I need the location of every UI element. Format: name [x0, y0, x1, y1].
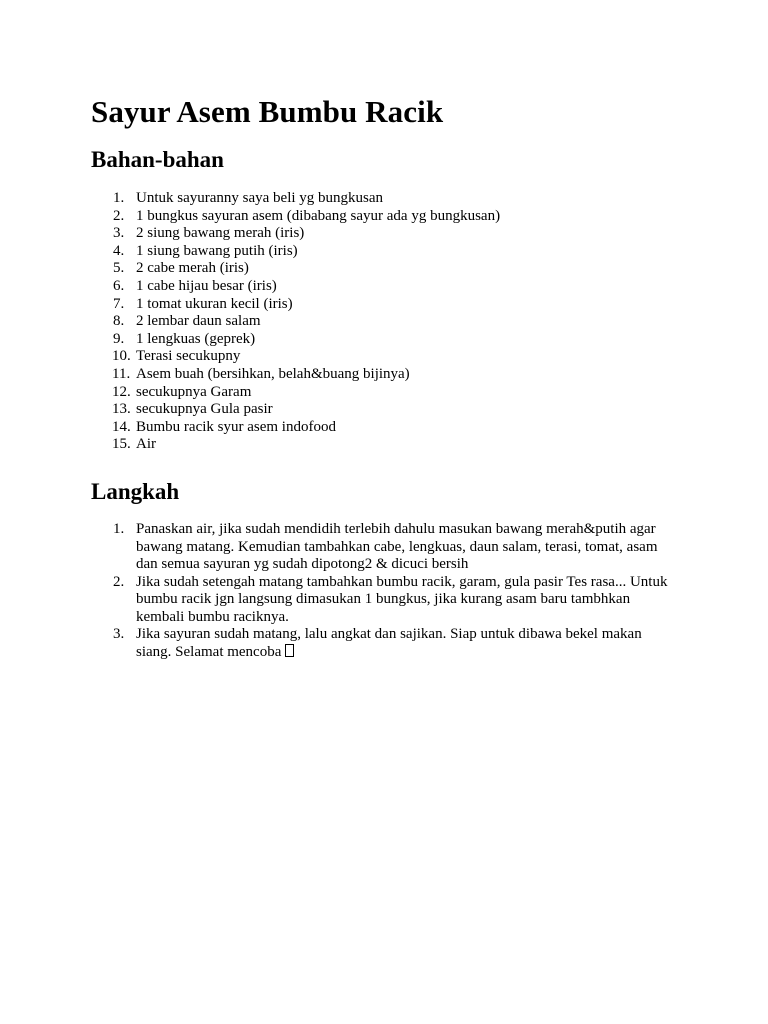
langkah-heading: Langkah [91, 478, 180, 504]
list-number: 2. [113, 573, 125, 590]
bahan-item-text: 1 siung bawang putih (iris) [136, 242, 298, 259]
langkah-item [91, 521, 678, 574]
page-title: Sayur Asem Bumbu Racik [91, 94, 444, 129]
text-line: dan semua sayuran yg sudah dipotong2 & dicuci bersih [136, 556, 469, 573]
bahan-item-text: Asem buah (bersihkan, belah&buang bijinya) [136, 365, 410, 382]
bahan-item [91, 225, 678, 243]
langkah-item-text [136, 521, 678, 574]
text-line: kembali bumbu raciknya. [136, 608, 289, 625]
bahan-item-text: 1 bungkus sayuran asem (dibabang sayur ada yg bungkusan) [136, 207, 501, 224]
bahan-item-text: Air [136, 436, 156, 453]
list-number: 15. [112, 436, 131, 453]
bahan-item [91, 243, 678, 261]
missing-glyph-box-icon [285, 644, 294, 657]
bahan-item [91, 384, 678, 402]
bahan-item [91, 331, 678, 349]
list-number: 6. [113, 277, 125, 294]
bahan-item [91, 278, 678, 296]
list-number: 2. [113, 207, 125, 224]
bahan-item [91, 296, 678, 314]
bahan-item-text: Bumbu racik syur asem indofood [136, 418, 336, 435]
list-number: 1. [113, 190, 125, 206]
langkah-item-text [136, 574, 678, 627]
bahan-heading: Bahan-bahan [91, 147, 224, 172]
bahan-item [91, 366, 678, 384]
bahan-item [91, 419, 678, 437]
list-number: 7. [113, 295, 125, 312]
list-number: 14. [112, 418, 131, 435]
bahan-item [91, 260, 678, 278]
bahan-list [91, 190, 678, 454]
langkah-item [91, 626, 678, 661]
bahan-item-text: 1 cabe hijau besar (iris) [136, 277, 277, 294]
list-number: 3. [113, 225, 125, 242]
text-line: Jika sudah setengah matang tambahkan bumbu racik, garam, gula pasir Tes rasa... Untuk [136, 573, 668, 590]
text-line: bumbu racik jgn langsung dimasukan 1 bungkus, jika kurang asam baru tambhkan [136, 591, 631, 608]
bahan-item-text: 2 lembar daun salam [136, 313, 261, 330]
bahan-item-text: secukupnya Garam [136, 383, 252, 400]
list-number: 1. [113, 520, 125, 537]
bahan-item [91, 190, 678, 208]
langkah-item [91, 574, 678, 627]
list-number: 13. [112, 401, 131, 418]
langkah-item-text [136, 626, 678, 661]
list-number: 10. [112, 348, 131, 365]
langkah-list [91, 521, 678, 662]
bahan-item [91, 313, 678, 331]
bahan-item [91, 401, 678, 419]
list-number: 9. [113, 330, 125, 347]
list-number: 8. [113, 313, 125, 330]
bahan-item-text: 2 cabe merah (iris) [136, 260, 249, 277]
bahan-item [91, 348, 678, 366]
bahan-item-text: 1 tomat ukuran kecil (iris) [136, 295, 293, 312]
bahan-item [91, 436, 678, 454]
bahan-item-text: Terasi secukupny [136, 348, 241, 365]
list-number: 11. [112, 365, 131, 382]
text-line: Jika sayuran sudah matang, lalu angkat dan sajikan. Siap untuk dibawa bekel makan [136, 626, 642, 643]
bahan-item-text: 2 siung bawang merah (iris) [136, 225, 305, 242]
bahan-item-text: 1 lengkuas (geprek) [136, 330, 256, 347]
bahan-item [91, 208, 678, 226]
list-number: 4. [113, 242, 125, 259]
text-line: siang. Selamat mencoba [136, 644, 282, 661]
list-number: 5. [113, 260, 125, 277]
text-line: bawang matang. Kemudian tambahkan cabe, lengkuas, daun salam, terasi, tomat, asam [136, 538, 658, 555]
text-line: Panaskan air, jika sudah mendidih terlebih dahulu masukan bawang merah&putih agar [136, 520, 656, 537]
list-number: 3. [113, 626, 125, 643]
bahan-item-text: Untuk sayuranny saya beli yg bungkusan [136, 190, 384, 206]
list-number: 12. [112, 383, 131, 400]
bahan-item-text: secukupnya Gula pasir [136, 401, 273, 418]
